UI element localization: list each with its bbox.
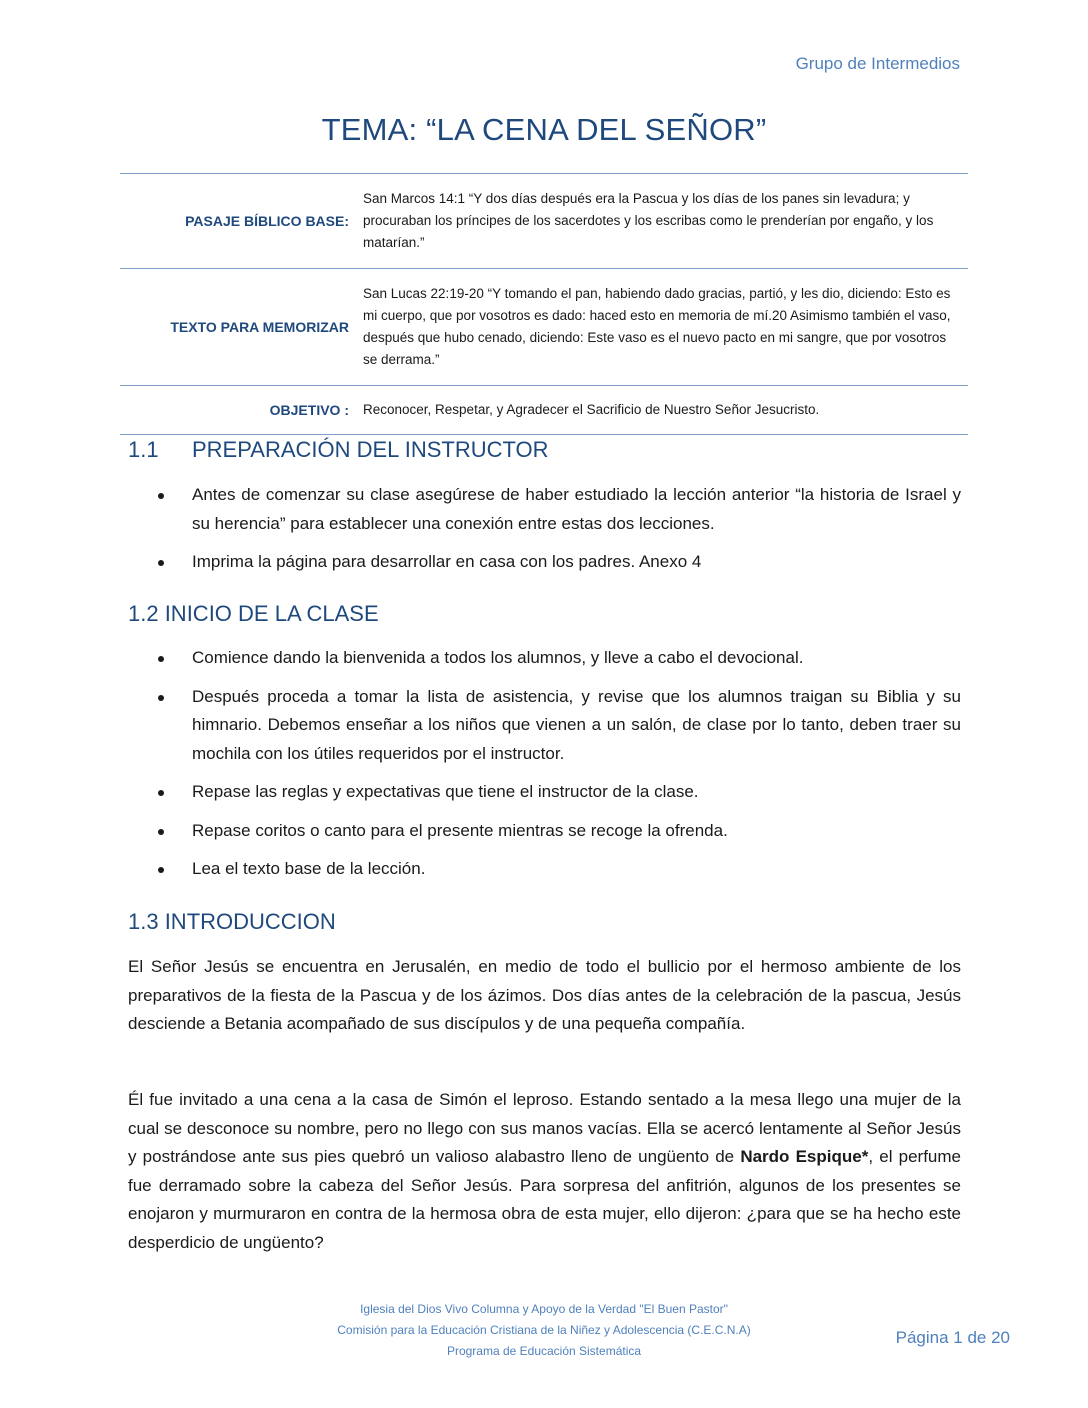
objetivo-text: Reconocer, Respetar, y Agradecer el Sacrificio de Nuestro Señor Jesucristo.: [357, 386, 968, 435]
objetivo-row: [120, 386, 968, 435]
footer-church-name: Iglesia del Dios Vivo Columna y Apoyo de la Verdad "El Buen Pastor": [360, 1302, 728, 1316]
bullet-icon: [158, 829, 164, 835]
section-heading-inicio: 1.2 INICIO DE LA CLASE: [128, 601, 379, 626]
texto-text: San Lucas 22:19-20 “Y tomando el pan, habiendo dado gracias, partió, y les dio, diciendo: Esto es mi cuerpo, que por vosotros es dado: haced esto en memoria de mí.20 Asimismo también el vaso, después que hubo cenado, diciendo: Este vaso es el nuevo pacto en mi sangre, que por vosotros se derrama.”: [357, 269, 968, 386]
inicio-list: [128, 644, 961, 894]
page-number: Página 1 de 20: [895, 1328, 1010, 1347]
list-item: Imprima la página para desarrollar en casa con los padres. Anexo 4: [128, 548, 961, 577]
nardo-espique-term: Nardo Espique*: [740, 1147, 869, 1166]
page-footer: [120, 1299, 968, 1362]
bullet-icon: [158, 695, 164, 701]
section-number: 1.1: [128, 437, 159, 462]
list-item: Antes de comenzar su clase asegúrese de haber estudiado la lección anterior “la historia de Israel y su herencia” para establecer una conexión entre estas dos lecciones.: [128, 481, 961, 538]
texto-row: [120, 269, 968, 386]
lesson-info-table: [120, 173, 968, 435]
section-heading-preparacion: [128, 437, 549, 463]
list-item: Comience dando la bienvenida a todos los alumnos, y lleve a cabo el devocional.: [128, 644, 961, 673]
objetivo-label: OBJETIVO :: [120, 386, 357, 435]
bullet-icon: [158, 790, 164, 796]
list-item: Repase coritos o canto para el presente mientras se recoge la ofrenda.: [128, 817, 961, 846]
bullet-icon: [158, 656, 164, 662]
section-heading-text: PREPARACIÓN DEL INSTRUCTOR: [192, 437, 549, 462]
preparacion-list: [128, 481, 961, 587]
pasaje-label: PASAJE BÍBLICO BASE:: [120, 174, 357, 269]
intro-paragraph-2: Él fue invitado a una cena a la casa de Simón el leproso. Estando sentado a la mesa llego una mujer de la cual se desconoce su nombre, pero no llego con sus manos vacías. Ella se acercó lentamente al Señor Jesús y postrándose ante sus pies quebró un valioso alabastro lleno de ungüento de Nardo Espique*, el perfume fue derramado sobre la cabeza del Señor Jesús. Para sorpresa del anfitrión, algunos de los presentes se enojaron y murmuraron en contra de la hermosa obra de esta mujer, ello dijeron: ¿para que se ha hecho este desperdicio de ungüento?: [128, 1090, 961, 1252]
texto-label: TEXTO PARA MEMORIZAR: [120, 269, 357, 386]
list-item: Repase las reglas y expectativas que tiene el instructor de la clase.: [128, 778, 961, 807]
header-group-name: Grupo de Intermedios: [795, 54, 960, 73]
section-heading-introduccion: 1.3 INTRODUCCION: [128, 909, 336, 934]
footer-program: Programa de Educación Sistemática: [446, 1344, 642, 1358]
pasaje-text: San Marcos 14:1 “Y dos días después era la Pascua y los días de los panes sin levadura; y procuraban los príncipes de los sacerdotes y los escribas como le prenderían por engaño, y los matarían.”: [357, 174, 968, 269]
footer-commission: Comisión para la Educación Cristiana de la Niñez y Adolescencia (C.E.C.N.A): [337, 1323, 751, 1337]
list-item: Lea el texto base de la lección.: [128, 855, 961, 884]
pasaje-row: [120, 174, 968, 269]
page-title: TEMA: “LA CENA DEL SEÑOR”: [321, 112, 767, 147]
intro-paragraph-1: El Señor Jesús se encuentra en Jerusalén, en medio de todo el bullicio por el hermoso ambiente de los preparativos de la fiesta de la Pascua y de los ázimos. Dos días antes de la celebración de la pascua, Jesús desciende a Betania acompañado de sus discípulos y de una pequeña compañía.: [128, 957, 961, 1033]
bullet-icon: [158, 560, 164, 566]
bullet-icon: [158, 867, 164, 873]
list-item: Después proceda a tomar la lista de asistencia, y revise que los alumnos traigan su Biblia y su himnario. Debemos enseñar a los niños que vienen a un salón, de clase por lo tanto, deben traer su mochila con los útiles requeridos por el instructor.: [128, 683, 961, 769]
bullet-icon: [158, 493, 164, 499]
